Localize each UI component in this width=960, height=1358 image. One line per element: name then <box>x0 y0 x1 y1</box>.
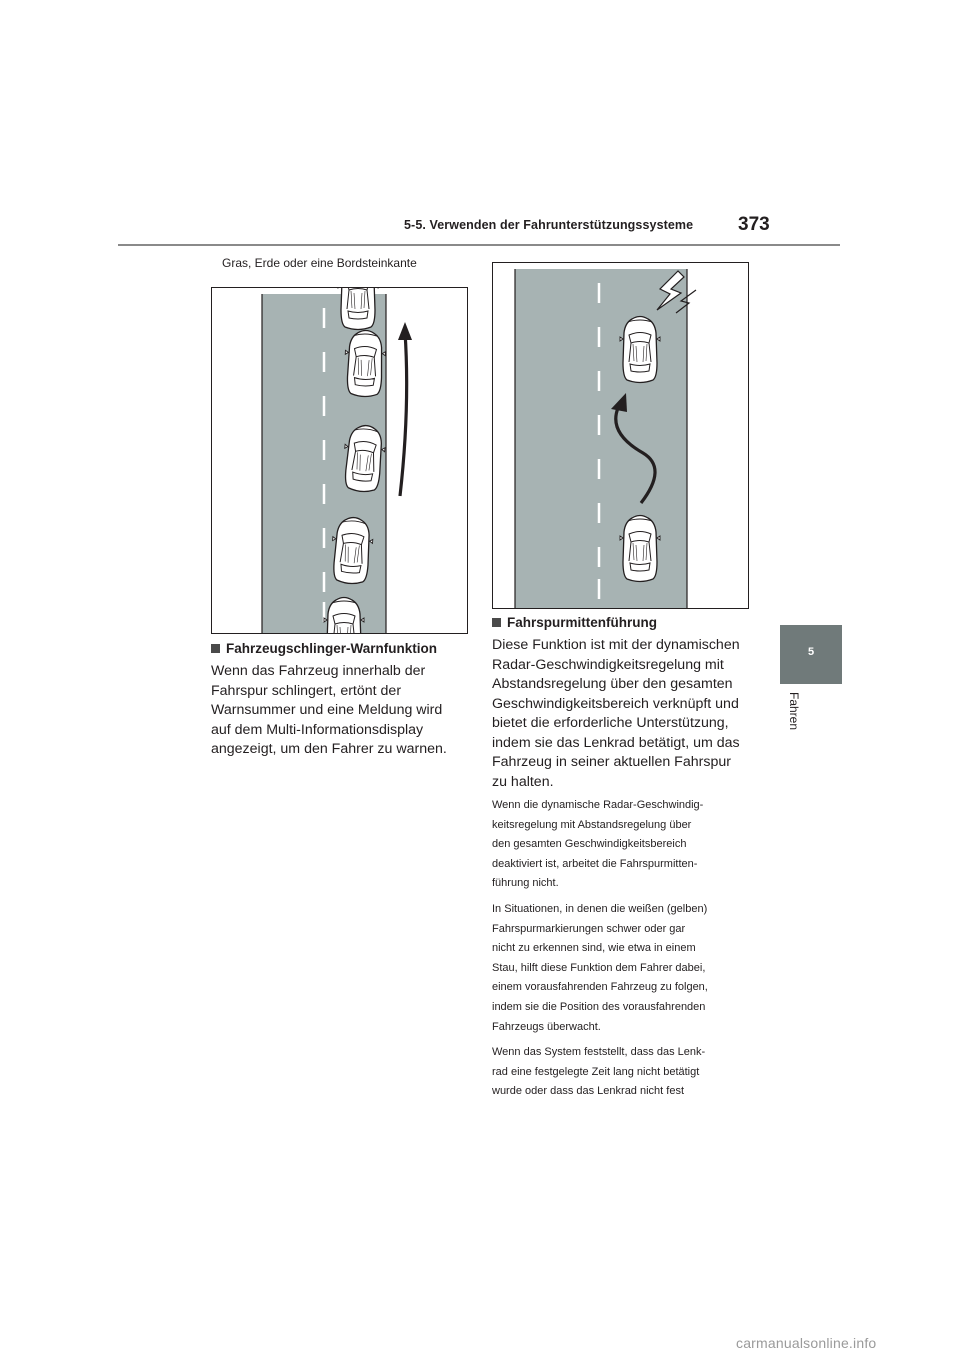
paragraph-line: auf dem Multi-Informationsdisplay <box>211 721 424 738</box>
note-line: rad eine festgelegte Zeit lang nicht betätigt <box>492 1065 700 1078</box>
car-icon <box>338 288 378 330</box>
header-rule <box>118 244 840 246</box>
paragraph-line: Warnsummer und eine Meldung wird <box>211 702 443 718</box>
figure-lane-weaving <box>211 287 468 634</box>
note-deactivated <box>492 796 754 894</box>
paragraph-line: angezeigt, um den Fahrer zu warnen. <box>211 741 447 757</box>
note-line: deaktiviert ist, arbeitet die Fahrspurmitten- <box>492 857 698 870</box>
paragraph-line: Wenn das Fahrzeug innerhalb der <box>211 663 426 679</box>
road-surface <box>515 269 687 608</box>
note-line: Fahrzeugs überwacht. <box>492 1020 601 1033</box>
paragraph-line: bietet die erforderliche Unterstützung, <box>492 715 729 731</box>
note-line: Wenn das System feststellt, dass das Lenk- <box>492 1046 706 1058</box>
note-line: nicht zu erkennen sind, wie etwa in einem <box>492 942 696 955</box>
note-line: führung nicht. <box>492 877 559 890</box>
car-icon <box>620 317 660 383</box>
note-line: Stau, hilft diese Funktion dem Fahrer dabei, <box>492 961 706 974</box>
section-heading-lane-centering <box>492 615 657 630</box>
note-line: keitsregelung mit Abstandsregelung über <box>492 818 692 831</box>
watermark: carmanualsonline.info <box>736 1335 877 1351</box>
paragraph-line: Radar-Geschwindigkeitsregelung mit <box>492 656 724 673</box>
note-line: den gesamten Geschwindigkeitsbereich <box>492 838 687 851</box>
chapter-label-wrapper <box>787 692 801 752</box>
note-line: Fahrspurmarkierungen schwer oder gar <box>492 922 686 935</box>
note-lane-markings <box>492 900 754 1037</box>
section-title: 5-5. Verwenden der Fahrunterstützungssysteme <box>404 218 694 232</box>
bullet-square-icon <box>211 644 220 653</box>
paragraph-line: Fahrzeug in seiner aktuellen Fahrspur <box>492 754 731 770</box>
chapter-label: Fahren <box>787 692 801 731</box>
note-line: In Situationen, in denen die weißen (gelben) <box>492 903 708 915</box>
paragraph-line: zu halten. <box>492 773 554 790</box>
curved-arrow-icon <box>400 332 407 496</box>
note-line: wurde oder dass das Lenkrad nicht fest <box>492 1085 685 1098</box>
paragraph-line: Diese Funktion ist mit der dynamischen <box>492 637 740 653</box>
paragraph-line: Abstandsregelung über den gesamten <box>492 676 733 692</box>
paragraph-line: Fahrspur schlingert, ertönt der <box>211 682 402 699</box>
note-line: einem vorausfahrenden Fahrzeug zu folgen, <box>492 981 708 994</box>
paragraph-line: Geschwindigkeitsbereich verknüpft und <box>492 695 739 712</box>
note-steering <box>492 1043 754 1102</box>
page-number: 373 <box>738 214 770 235</box>
heading-text: Fahrzeugschlinger-Warnfunktion <box>226 641 438 656</box>
note-line: indem sie die Position des vorausfahrenden <box>492 1000 706 1013</box>
sway-warning-paragraph <box>211 662 471 760</box>
arrowhead-icon <box>398 322 412 340</box>
note-line: Wenn die dynamische Radar-Geschwindig- <box>492 799 704 811</box>
figure-lane-centering <box>492 262 749 609</box>
figure-caption: Gras, Erde oder eine Bordsteinkante <box>222 256 417 270</box>
paragraph-line: indem sie das Lenkrad betätigt, um das <box>492 734 740 751</box>
chapter-number: 5 <box>807 646 815 658</box>
section-heading-sway-warning <box>211 641 437 656</box>
lane-weaving-illustration <box>212 288 467 633</box>
car-icon <box>620 516 660 582</box>
bullet-square-icon <box>492 618 501 627</box>
lane-centering-illustration <box>493 263 748 608</box>
lane-centering-paragraph <box>492 636 754 792</box>
heading-text: Fahrspurmittenführung <box>507 615 657 630</box>
